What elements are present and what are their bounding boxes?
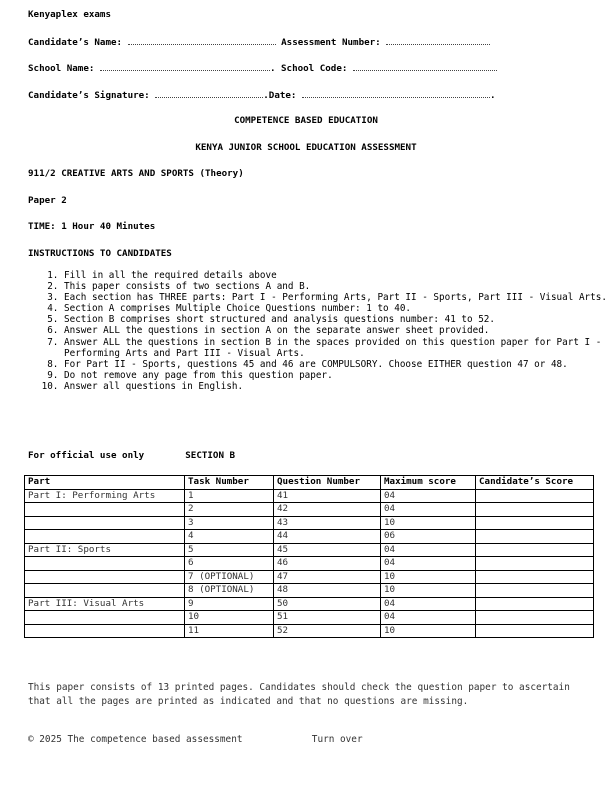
- table-row: [25, 557, 594, 571]
- instruction-item: 9. Do not remove any page from this question paper.: [64, 370, 612, 381]
- candidate-score-cell[interactable]: [476, 597, 594, 611]
- candidate-score-cell[interactable]: [476, 489, 594, 503]
- part-cell: Part II: Sports: [25, 543, 185, 557]
- part-cell: [25, 503, 185, 517]
- header-candidate-score: Candidate’s Score: [476, 476, 594, 490]
- candidate-name-label: Candidate’s Name:: [28, 37, 123, 48]
- max-score-cell: 04: [381, 503, 476, 517]
- max-score-cell: 10: [381, 584, 476, 598]
- date-field[interactable]: [302, 89, 490, 98]
- signature-row: Candidate’s Signature: .Date: .: [28, 90, 496, 101]
- instructions-heading: INSTRUCTIONS TO CANDIDATES: [28, 248, 172, 259]
- part-cell: [25, 570, 185, 584]
- page-count-note: This paper consists of 13 printed pages. Candidates should check the question paper to ascertain that all the pages are printed as indicated and that no questions are missing.: [28, 682, 570, 707]
- official-use-label: For official use only: [28, 450, 145, 461]
- instruction-item: 6. Answer ALL the questions in section A on the separate answer sheet provided.: [64, 325, 612, 336]
- question-cell: 46: [274, 557, 381, 571]
- table-row: [25, 530, 594, 544]
- part-cell: [25, 530, 185, 544]
- part-cell: [25, 624, 185, 638]
- school-name-label: School Name:: [28, 63, 95, 74]
- task-cell: 8 (OPTIONAL): [185, 584, 274, 598]
- instruction-item: 5. Section B comprises short structured and analysis questions number: 41 to 52.: [64, 314, 612, 325]
- date-label: Date:: [268, 90, 297, 101]
- question-cell: 45: [274, 543, 381, 557]
- question-cell: 51: [274, 611, 381, 625]
- instruction-item: 1. Fill in all the required details above: [64, 270, 612, 281]
- assessment-number-field[interactable]: [386, 36, 490, 45]
- candidate-name-row: [28, 36, 490, 48]
- candidate-score-cell[interactable]: [476, 611, 594, 625]
- part-cell: [25, 516, 185, 530]
- publisher-name: Kenyaplex exams: [28, 9, 111, 20]
- copyright-text: © 2025 The competence based assessment: [28, 734, 243, 745]
- candidate-score-cell[interactable]: [476, 516, 594, 530]
- instruction-item: 8. For Part II - Sports, questions 45 and 46 are COMPULSORY. Choose EITHER question 47 or 48.: [64, 359, 612, 370]
- candidate-name-field[interactable]: [128, 36, 276, 45]
- task-cell: 3: [185, 516, 274, 530]
- time-allowed: TIME: 1 Hour 40 Minutes: [28, 221, 156, 232]
- title-assessment: KENYA JUNIOR SCHOOL EDUCATION ASSESSMENT: [195, 142, 417, 153]
- title-competence: COMPETENCE BASED EDUCATION: [234, 115, 378, 126]
- task-cell: 6: [185, 557, 274, 571]
- candidate-score-cell[interactable]: [476, 503, 594, 517]
- score-table: [24, 475, 594, 638]
- table-row: [25, 624, 594, 638]
- header-question-number: Question Number: [274, 476, 381, 490]
- max-score-cell: 10: [381, 624, 476, 638]
- part-cell: [25, 557, 185, 571]
- school-code-field[interactable]: [353, 62, 497, 71]
- table-row: [25, 516, 594, 530]
- table-row: [25, 597, 594, 611]
- score-table-header: [25, 476, 594, 490]
- instruction-item: 3. Each section has THREE parts: Part I - Performing Arts, Part II - Sports, Part III - Visual Arts.: [64, 292, 612, 303]
- table-row: [25, 570, 594, 584]
- task-cell: 10: [185, 611, 274, 625]
- instruction-item: 10. Answer all questions in English.: [64, 381, 612, 392]
- candidate-score-cell[interactable]: [476, 557, 594, 571]
- task-cell: 7 (OPTIONAL): [185, 570, 274, 584]
- signature-field[interactable]: [155, 89, 263, 98]
- assessment-number-label: Assessment Number:: [281, 37, 381, 48]
- question-cell: 42: [274, 503, 381, 517]
- table-row: [25, 543, 594, 557]
- header-maximum-score: Maximum score: [381, 476, 476, 490]
- question-cell: 50: [274, 597, 381, 611]
- max-score-cell: 04: [381, 557, 476, 571]
- candidate-score-cell[interactable]: [476, 530, 594, 544]
- question-cell: 44: [274, 530, 381, 544]
- task-cell: 11: [185, 624, 274, 638]
- candidate-score-cell[interactable]: [476, 584, 594, 598]
- school-row: School Name: . School Code:: [28, 62, 497, 74]
- instruction-item: 2. This paper consists of two sections A and B.: [64, 281, 612, 292]
- candidate-score-cell[interactable]: [476, 624, 594, 638]
- question-cell: 52: [274, 624, 381, 638]
- part-cell: [25, 611, 185, 625]
- instruction-item: 4. Section A comprises Multiple Choice Questions number: 1 to 40.: [64, 303, 612, 314]
- task-cell: 1: [185, 489, 274, 503]
- max-score-cell: 10: [381, 570, 476, 584]
- candidate-score-cell[interactable]: [476, 570, 594, 584]
- task-cell: 9: [185, 597, 274, 611]
- max-score-cell: 04: [381, 611, 476, 625]
- part-cell: Part III: Visual Arts: [25, 597, 185, 611]
- table-row: [25, 584, 594, 598]
- instruction-item: 7. Answer ALL the questions in section B in the spaces provided on this question paper for Part I - Performing Arts and Part III - Visual Arts.: [64, 337, 612, 359]
- part-cell: Part I: Performing Arts: [25, 489, 185, 503]
- table-row: [25, 503, 594, 517]
- official-use-row: [28, 450, 235, 461]
- section-b-label: SECTION B: [185, 450, 236, 461]
- candidate-score-cell[interactable]: [476, 543, 594, 557]
- max-score-cell: 06: [381, 530, 476, 544]
- subject-title: 911/2 CREATIVE ARTS AND SPORTS (Theory): [28, 168, 244, 179]
- max-score-cell: 04: [381, 543, 476, 557]
- question-cell: 48: [274, 584, 381, 598]
- paper-number: Paper 2: [28, 195, 67, 206]
- instructions-list: [30, 270, 612, 392]
- part-cell: [25, 584, 185, 598]
- school-name-field[interactable]: [100, 62, 270, 71]
- table-row: [25, 489, 594, 503]
- copyright-row: [28, 733, 584, 747]
- question-cell: 43: [274, 516, 381, 530]
- max-score-cell: 10: [381, 516, 476, 530]
- header-task-number: Task Number: [185, 476, 274, 490]
- task-cell: 2: [185, 503, 274, 517]
- table-row: [25, 611, 594, 625]
- turn-over-text: Turn over: [311, 734, 363, 745]
- task-cell: 5: [185, 543, 274, 557]
- task-cell: 4: [185, 530, 274, 544]
- question-cell: 47: [274, 570, 381, 584]
- max-score-cell: 04: [381, 597, 476, 611]
- header-part: Part: [25, 476, 185, 490]
- signature-label: Candidate’s Signature:: [28, 90, 150, 101]
- school-code-label: School Code:: [281, 63, 348, 74]
- question-cell: 41: [274, 489, 381, 503]
- max-score-cell: 04: [381, 489, 476, 503]
